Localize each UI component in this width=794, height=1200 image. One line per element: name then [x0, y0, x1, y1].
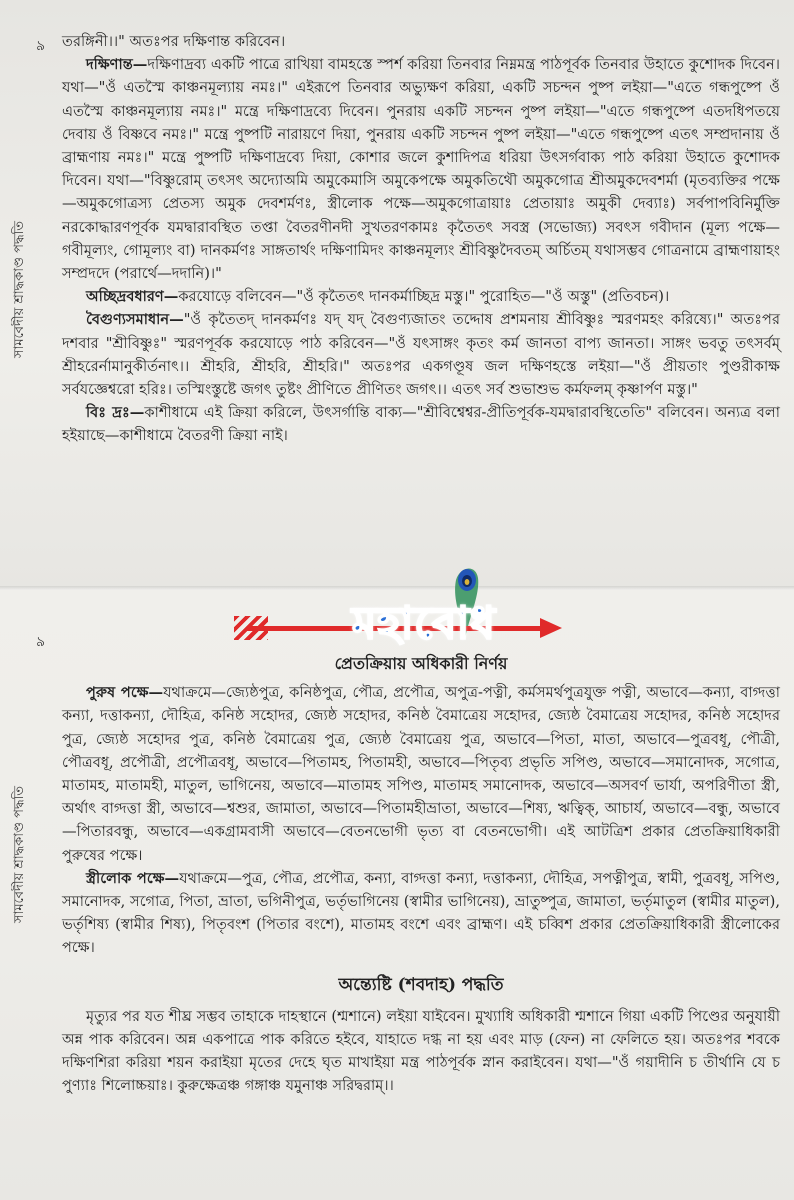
bottom-page-body [62, 648, 780, 1098]
watermark-text: মহাবোধ [352, 598, 496, 649]
paragraph: তরঙ্গিনী।।" অতঃপর দক্ষিণান্ত করিবেন। [62, 33, 286, 50]
page-number-bottom: ৯ [36, 634, 46, 650]
section-heading-2: অন্ত্যেষ্টি (শবদাহ) পদ্ধতি [338, 974, 504, 995]
arrow-head-icon [540, 618, 562, 638]
top-page [0, 0, 794, 590]
paragraph: মৃত্যুর পর যত শীঘ্র সম্ভব তাহাকে দাহস্থানে (শ্মশানে) লইয়া যাইবেন। মুখ্যাধি অধিকারী শ্মশানে গিয়া একটি পিণ্ডের অনুযায়ী অন্ন পাক করিবেন। অন্ন একপাত্রে পাক করিতে হইবে, যাহাতে দগ্ধ না হয় এবং মাড় (ফেন) না ফেলিতে হয়। অতঃপর শবকে দক্ষিণশিরা করিয়া শয়ন করাইয়া মৃতের দেহে ঘৃত মাখাইয়া মন্ত্র পাঠপূর্বক স্নান করাইবেন। যথা—"ওঁ গয়াদীনি চ তীর্থানি যে চ পুণ্যাঃ শিলোচ্চয়াঃ। কুরুক্ষেত্রঞ্চ গঙ্গাঞ্চ যমুনাঞ্চ সরিদ্বরাম্।। [62, 1007, 780, 1095]
paragraph: বিঃ দ্রঃ—কাশীধামে এই ক্রিয়া করিলে, উৎসর্গান্তি বাক্য—"শ্রীবিশ্বেশ্বর-প্রীতিপূর্বক-যমদ্বারাবস্থিতেতি" বলিবেন। অন্যত্র বলা হইয়াছে—কাশীধামে বৈতরণী ক্রিয়া নাই। [62, 404, 781, 445]
paragraph: অচ্ছিদ্রবধারণ—করযোড়ে বলিবেন—"ওঁ কৃতৈতৎ দানকর্মাচ্ছিদ্র মস্তু।" পুরোহিত—"ওঁ অস্তু" (প্রতিবচন)। [86, 288, 670, 306]
side-running-title-top: সামবেদীয় শ্রাদ্ধকাণ্ড পদ্ধতি [12, 221, 27, 359]
watermark-logo [228, 560, 568, 680]
top-page-body [62, 30, 780, 448]
paragraph: বৈগুণ্যসমাধান—"ওঁ কৃতৈতদ্ দানকর্মণঃ যদ্ যদ্ বৈগুণ্যজাতং তদ্দোষ প্রশমনায় শ্রীবিষ্ণুঃ স্মরণমহং করিষ্যে।" অতঃপর দশবার "শ্রীবিষ্ণুঃ" স্মরণপূর্বক করযোড়ে পাঠ করিবেন—"ওঁ যৎসাঙ্গং কৃতং কর্ম জানতা বাপ্য জানতা। সাঙ্গং ভবতু তৎসর্বম্ শ্রীহরের্নামানুকীর্তনাৎ।। শ্রীহরি, শ্রীহরি, শ্রীহরি।" অতঃপর একগণ্ডূষ জল দক্ষিণহস্তে লইয়া—"ওঁ প্রীয়তাং পুণ্ডরীকাক্ষ সর্বযজ্ঞেশ্বরো হরিঃ। তস্মিংস্তুষ্টে জগৎ তুষ্টং প্রীণিতে প্রীণিতং জগৎ।। এতৎ সর্ব শুভাশুভ কর্মফলম্ কৃষ্ণার্পণ মস্তু।" [62, 311, 780, 399]
bottom-page [0, 590, 794, 1200]
page-number-top: ৯ [36, 38, 46, 54]
section-heading: প্রেতক্রিয়ায় অধিকারী নির্ণয় [334, 654, 508, 673]
paragraph: স্ত্রীলোক পক্ষে—যথাক্রমে—পুত্র, পৌত্র, প্রপৌত্র, কন্যা, বাগ্দত্তা কন্যা, দত্তাকন্যা, দৌহিত্র, সপত্নীপুত্র, স্বামী, পুত্রবধূ, সপিণ্ড, সমানোদক, সগোত্র, পিতা, ভ্রাতা, ভগিনীপুত্র, ভর্তৃভাগিনেয় (স্বামীর ভাগিনেয়), ভ্রাতুষ্পুত্র, জামাতা, ভর্তৃমাতুল (স্বামীর মাতুল), ভর্তৃশিষ্য (স্বামীর শিষ্য), পিতৃবংশ (পিতার বংশে), মাতামহ বংশে এবং ব্রাহ্মণ। এই চব্বিশ প্রকার প্রেতক্রিয়াধিকারী স্ত্রীলোকের পক্ষে। [62, 869, 780, 957]
paragraph: পুরুষ পক্ষে—যথাক্রমে—জ্যেষ্ঠপুত্র, কনিষ্ঠপুত্র, পৌত্র, প্রপৌত্র, অপুত্র-পত্নী, কর্মসমর্থপুত্রযুক্ত পত্নী, অভাবে—কন্যা, বাগ্দত্তা কন্যা, দত্তাকন্যা, দৌহিত্র, কনিষ্ঠ সহোদর, জ্যেষ্ঠ সহোদর, কনিষ্ঠ বৈমাত্রেয় সহোদর, জ্যেষ্ঠ বৈমাত্রেয় সহোদর, কনিষ্ঠ সহোদর পুত্র, জ্যেষ্ঠ সহোদর পুত্র, কনিষ্ঠ বৈমাত্রেয় পুত্র, জ্যেষ্ঠ বৈমাত্রেয় পুত্র, অভাবে—পিতা, মাতা, অভাবে—পুত্রবধূ, পৌত্রী, পৌত্রবধূ, প্রপৌত্রী, প্রপৌত্রবধূ, অভাবে—পিতামহ, পিতামহী, অভাবে—পিতৃব্য প্রভৃতি সপিণ্ড, অভাবে—সমানোদক, সগোত্র, মাতামহ, মাতামহী, মাতুল, ভাগিনেয়, অভাবে—মাতামহ সপিণ্ড, মাতামহ সমানোদক, অভাবে—অসবর্ণ ভার্যা, অপরিণীতা স্ত্রী, অর্থাৎ বাগ্দত্তা স্ত্রী, অভাবে—শ্বশুর, জামাতা, অভাবে—পিতামহীভ্রাতা, অভাবে—শিষ্য, ঋত্বিক্, আচার্য, অভাবে—বন্ধু, অভাবে—পিতারবন্ধু, অভাবে—একগ্রামবাসী অভাবে—বেতনভোগী ভৃত্য বা বেতনভোগী। এই আটত্রিশ প্রকার প্রেতক্রিয়াধিকারী পুরুষের পক্ষে। [62, 684, 780, 864]
side-running-title-bottom: সামবেদীয় শ্রাদ্ধকাণ্ড পদ্ধতি [12, 786, 27, 924]
paragraph: দক্ষিণান্ত—দক্ষিণাদ্রব্য একটি পাত্রে রাখিয়া বামহস্তে স্পর্শ করিয়া তিনবার নিম্নমন্ত্র পাঠপূর্বক তিনবার উহাতে কুশোদক দিবেন। যথা—"ওঁ এতস্মৈ কাঞ্চনমূল্যায় নমঃ।" এইরূপে তিনবার অভ্যুক্ষণ করিয়া, একটি সচন্দন পুষ্প লইয়া—"এতে গন্ধপুষ্পে ওঁ এতস্মৈ কাঞ্চনমূল্যায় নমঃ।" মন্ত্রে দক্ষিণাদ্রব্যে দিবেন। পুনরায় একটি সচন্দন পুষ্প লইয়া—"এতে গন্ধপুষ্পে এতদধিপতয়ে দেবায় ওঁ বিষ্ণবে নমঃ।" মন্ত্রে পুষ্পটি নারায়ণে দিয়া, পুনরায় একটি সচন্দন পুষ্প লইয়া—"এতে গন্ধপুষ্পে এতৎ সম্প্রদানায় ওঁ ব্রাহ্মণায় নমঃ।" মন্ত্রে পুষ্পটি দক্ষিণাদ্রব্যে দিয়া, কোশার জলে কুশাদিপত্র ধরিয়া উৎসর্গবাক্য পাঠ করিয়া উহাতে কুশোদক দিবেন। যথা—"বিষ্ণুরোম্ তৎসৎ অদ্যোঅমি অমুকেমাসি অমুকেপক্ষে অমুকতিথৌ অমুকগোত্র শ্রীঅমুকদেবশর্মা (মৃতব্যক্তির পক্ষে—অমুকগোত্রস্য প্রেতস্য অমুক দেবশর্মণঃ, স্ত্রীলোক পক্ষে—অমুকগোত্রায়াঃ প্রেতায়াঃ অমুকী দেব্যাঃ) সর্বপাপবিনির্মুক্তি নরকোদ্ধারণপূর্বক যমদ্বারাবস্থিত তপ্তা বৈতরণীনদী সুখতরণকামঃ কৃতৈতৎ সবস্ত্র (সভোজ্য) সবৎস গবীদান (মূল্য পক্ষে—গবীমূল্যং, গোমূল্যং বা) দানকর্মণঃ সাঙ্গতার্থং দক্ষিণামিদং কাঞ্চনমূল্যং শ্রীবিষ্ণুদৈবতম্ অর্চিতম্ যথাসম্ভব গোত্রনামে ব্রাহ্মণায়াহং সম্প্রদদে (পরার্থে—দদানি)।" [62, 56, 780, 283]
